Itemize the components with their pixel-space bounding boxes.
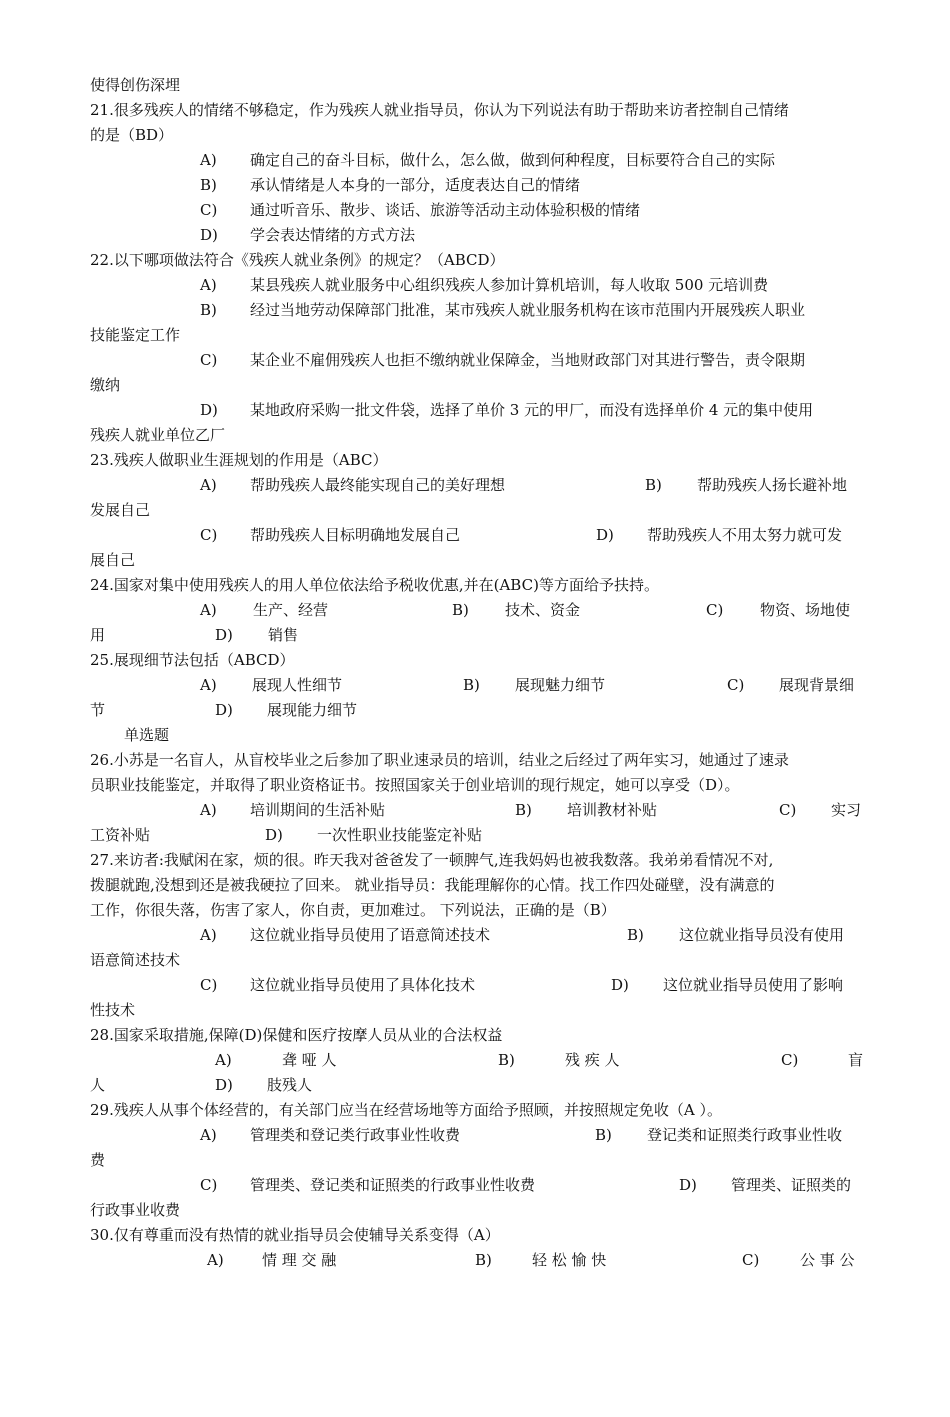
line-text: 行政事业收费 [90,1201,181,1219]
text-line [0,373,950,398]
option-text: 帮助残疾人扬长避补地 [697,476,848,494]
line-text: 工资补贴 [90,826,151,844]
option-text: 聋 哑 人 [282,1051,337,1069]
option-text: 某县残疾人就业服务中心组织残疾人参加计算机培训，每人收取 500 元培训费 [250,276,769,294]
option-text: 情 理 交 融 [262,1251,337,1269]
question-29 [0,1098,950,1123]
option-line [0,398,950,423]
option-label: D) [215,701,233,719]
option-label: C) [200,1176,218,1194]
option-line [0,523,950,548]
text-line [0,123,950,148]
option-text: 展现能力细节 [267,701,358,719]
question-22 [0,248,950,273]
option-text: 这位就业指导员使用了具体化技术 [250,976,476,994]
option-text: 技术、资金 [505,601,581,619]
question-25 [0,648,950,673]
text-line [0,898,950,923]
line-text: 性技术 [90,1001,136,1019]
option-line [0,798,950,823]
option-text: 登记类和证照类行政事业性收 [647,1126,843,1144]
option-label: A) [200,476,217,494]
option-text: 生产、经营 [253,601,329,619]
option-line [0,1048,950,1073]
line-text: 使得创伤深埋 [90,76,181,94]
option-text: 残 疾 人 [565,1051,620,1069]
text-line [0,73,950,98]
option-line [0,198,950,223]
option-label: A) [200,801,217,819]
option-label: D) [200,401,218,419]
question-24 [0,573,950,598]
option-label: D) [611,976,629,994]
option-text: 管理类和登记类行政事业性收费 [250,1126,461,1144]
option-text: 肢残人 [267,1076,313,1094]
option-label: A) [200,926,217,944]
option-label: A) [215,1051,232,1069]
option-line [0,298,950,323]
option-text: 承认情绪是人本身的一部分，适度表达自己的情绪 [250,176,581,194]
option-line [0,348,950,373]
line-text: 发展自己 [90,501,151,519]
text-line [0,773,950,798]
option-line [0,473,950,498]
option-label: D) [215,1076,233,1094]
option-text: 展现人性细节 [252,676,343,694]
text-line [0,323,950,348]
question-text: 25.展现细节法包括（ABCD） [90,651,295,669]
option-text: 物资、场地使 [760,601,851,619]
option-text: 培训教材补贴 [567,801,658,819]
option-text: 学会表达情绪的方式方法 [250,226,416,244]
question-text: 21.很多残疾人的情绪不够稳定，作为残疾人就业指导员，你认为下列说法有助于帮助来访者控制自己情绪 [90,101,789,119]
line-text: 工作，你很失落，伤害了家人，你自责，更加难过。 下列说法，正确的是（B） [90,901,616,919]
option-label: C) [742,1251,760,1269]
option-label: C) [200,351,218,369]
line-text: 拨腿就跑,没想到还是被我硬拉了回来。 就业指导员：我能理解你的心情。找工作四处碰壁，没有满意的 [90,876,775,894]
question-27 [0,848,950,873]
option-label: A) [207,1251,224,1269]
line-text: 残疾人就业单位乙厂 [90,426,226,444]
line-text: 节 [90,701,106,719]
section-heading [0,723,950,748]
question-26 [0,748,950,773]
question-30 [0,1223,950,1248]
text-line [0,1148,950,1173]
question-text: 24.国家对集中使用残疾人的用人单位依法给予税收优惠,并在(ABC)等方面给予扶持。 [90,576,659,594]
option-label: C) [727,676,745,694]
option-line [0,148,950,173]
option-text: 展现背景细 [779,676,855,694]
option-text: 一次性职业技能鉴定补贴 [317,826,483,844]
option-line [0,698,950,723]
line-text: 员职业技能鉴定，并取得了职业资格证书。按照国家关于创业培训的现行规定，她可以享受（D）。 [90,776,740,794]
question-text: 23.残疾人做职业生涯规划的作用是（ABC） [90,451,388,469]
option-line [0,823,950,848]
option-text: 管理类、登记类和证照类的行政事业性收费 [250,1176,536,1194]
question-text: 28.国家采取措施,保障(D)保健和医疗按摩人员从业的合法权益 [90,1026,503,1044]
option-text: 这位就业指导员使用了影响 [663,976,844,994]
option-line [0,973,950,998]
option-label: D) [596,526,614,544]
option-label: B) [627,926,644,944]
option-label: D) [265,826,283,844]
option-label: C) [200,976,218,994]
option-text: 公 事 公 [800,1251,855,1269]
line-text: 人 [90,1076,106,1094]
option-text: 这位就业指导员使用了语意简述技术 [250,926,491,944]
text-line [0,948,950,973]
option-text: 帮助残疾人不用太努力就可发 [647,526,843,544]
option-text: 帮助残疾人最终能实现自己的美好理想 [250,476,506,494]
question-text: 30.仅有尊重而没有热情的就业指导员会使辅导关系变得（A） [90,1226,500,1244]
option-label: B) [452,601,469,619]
option-label: C) [781,1051,799,1069]
option-text: 某地政府采购一批文件袋，选择了单价 3 元的甲厂，而没有选择单价 4 元的集中使用 [250,401,814,419]
option-label: C) [200,526,218,544]
option-label: C) [200,201,218,219]
line-text: 技能鉴定工作 [90,326,181,344]
option-text: 管理类、证照类的 [731,1176,852,1194]
option-text: 实习 [831,801,862,819]
question-text: 29.残疾人从事个体经营的，有关部门应当在经营场地等方面给予照顾，并按照规定免收（A ）。 [90,1101,722,1119]
option-text: 展现魅力细节 [515,676,606,694]
option-line [0,173,950,198]
option-label: A) [200,276,217,294]
option-line [0,598,950,623]
option-line [0,673,950,698]
option-label: C) [779,801,797,819]
option-line [0,623,950,648]
option-line [0,223,950,248]
option-line [0,1123,950,1148]
option-label: B) [595,1126,612,1144]
text-line [0,423,950,448]
line-text: 的是（BD） [90,126,174,144]
text-line [0,1198,950,1223]
option-text: 销售 [268,626,299,644]
question-text: 27.来访者:我赋闲在家，烦的很。昨天我对爸爸发了一顿脾气,连我妈妈也被我数落。我弟弟看情况不对, [90,851,774,869]
option-line [0,1248,950,1273]
option-label: D) [200,226,218,244]
option-label: B) [475,1251,492,1269]
line-text: 语意简述技术 [90,951,181,969]
option-label: B) [515,801,532,819]
line-text: 用 [90,626,106,644]
option-text: 这位就业指导员没有使用 [679,926,845,944]
line-text: 展自己 [90,551,136,569]
option-label: B) [645,476,662,494]
option-line [0,1073,950,1098]
text-line [0,998,950,1023]
option-label: B) [498,1051,515,1069]
option-text: 轻 松 愉 快 [532,1251,607,1269]
section-title: 单选题 [124,726,170,744]
line-text: 缴纳 [90,376,121,394]
option-label: A) [200,151,217,169]
option-line [0,1173,950,1198]
option-text: 帮助残疾人目标明确地发展自己 [250,526,461,544]
option-label: A) [200,1126,217,1144]
line-text: 费 [90,1151,106,1169]
option-text: 经过当地劳动保障部门批准，某市残疾人就业服务机构在该市范围内开展残疾人职业 [250,301,806,319]
option-text: 确定自己的奋斗目标，做什么，怎么做，做到何种程度，目标要符合自己的实际 [250,151,776,169]
option-text: 培训期间的生活补贴 [250,801,386,819]
option-label: D) [679,1176,697,1194]
option-text: 通过听音乐、散步、谈话、旅游等活动主动体验积极的情绪 [250,201,641,219]
option-label: B) [200,301,217,319]
option-label: C) [706,601,724,619]
option-text: 某企业不雇佣残疾人也拒不缴纳就业保障金，当地财政部门对其进行警告，责令限期 [250,351,806,369]
option-label: A) [200,601,217,619]
text-line [0,548,950,573]
text-line [0,873,950,898]
question-28 [0,1023,950,1048]
option-line [0,273,950,298]
question-21 [0,98,950,123]
question-23 [0,448,950,473]
option-line [0,923,950,948]
question-text: 22.以下哪项做法符合《残疾人就业条例》的规定？（ABCD） [90,251,505,269]
option-label: B) [200,176,217,194]
option-text: 盲 [848,1051,864,1069]
text-line [0,498,950,523]
option-label: B) [463,676,480,694]
option-label: A) [200,676,217,694]
option-label: D) [215,626,233,644]
question-text: 26.小苏是一名盲人，从盲校毕业之后参加了职业速录员的培训，结业之后经过了两年实习，她通过了速录 [90,751,789,769]
